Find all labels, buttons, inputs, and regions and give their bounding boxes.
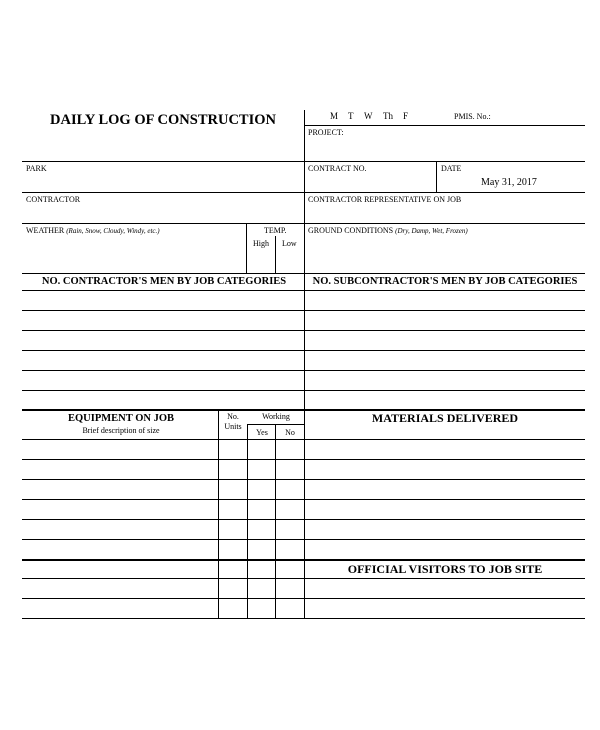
no-units-label-bottom: Units (224, 422, 242, 431)
contract-no-label: CONTRACT NO. (308, 164, 367, 173)
working-label: Working (262, 412, 290, 421)
line-equipment-row (22, 499, 585, 500)
line-visitors-header-bottom (304, 578, 585, 579)
weather-hint: (Rain, Snow, Cloudy, Windy, etc.) (66, 227, 160, 235)
line-equipment-header-bottom (22, 439, 585, 440)
line-project-top (304, 125, 585, 126)
materials-heading: MATERIALS DELIVERED (371, 411, 519, 425)
project-label: PROJECT: (308, 128, 344, 137)
day-thursday[interactable]: Th (383, 111, 393, 121)
day-friday[interactable]: F (403, 111, 409, 121)
line-men-row (22, 370, 585, 371)
weather-title: WEATHER (26, 226, 65, 235)
line-men-top (22, 273, 585, 274)
line-date-divider (436, 161, 437, 192)
line-no-left (275, 424, 276, 619)
line-park-top (22, 161, 585, 162)
line-equipment-row (22, 479, 585, 480)
park-label: PARK (26, 164, 47, 173)
day-wednesday[interactable]: W (364, 111, 373, 121)
line-contractor-top (22, 192, 585, 193)
line-visitors-top (22, 559, 585, 561)
pmis-label: PMIS. No.: (454, 112, 491, 121)
line-working-sub (247, 424, 304, 425)
temp-high-label: High (253, 239, 269, 248)
contractor-men-heading: NO. CONTRACTOR'S MEN BY JOB CATEGORIES (41, 276, 287, 287)
working-yes-label: Yes (256, 428, 268, 437)
temp-label: TEMP. (264, 226, 287, 235)
date-label: DATE (441, 164, 462, 173)
temp-low-label: Low (282, 239, 297, 248)
working-no-label: No (285, 428, 295, 437)
line-equipment-row (22, 519, 585, 520)
line-equipment-row (22, 539, 585, 540)
visitors-heading: OFFICIAL VISITORS TO JOB SITE (347, 562, 543, 576)
subcontractor-men-heading: NO. SUBCONTRACTOR'S MEN BY JOB CATEGORIES (312, 276, 578, 287)
line-equipment-row (22, 598, 585, 599)
equipment-heading: EQUIPMENT ON JOB (68, 413, 174, 424)
ground-hint: (Dry, Damp, Wet, Frozen) (395, 227, 468, 235)
line-men-row (22, 390, 585, 391)
line-men-row (22, 330, 585, 331)
day-monday[interactable]: M (330, 111, 339, 121)
line-temp-mid (275, 236, 276, 273)
line-form-bottom (22, 618, 585, 619)
date-value[interactable]: May 31, 2017 (481, 177, 537, 188)
line-equipment-row (22, 459, 585, 460)
line-men-row (22, 350, 585, 351)
no-units-label-top: No. (227, 412, 239, 421)
contractor-label: CONTRACTOR (26, 195, 81, 204)
ground-conditions-label (308, 227, 468, 235)
weather-label (26, 227, 160, 235)
line-equipment-top (22, 409, 585, 411)
ground-title: GROUND CONDITIONS (308, 226, 394, 235)
center-divider (304, 110, 305, 619)
line-men-row (22, 310, 585, 311)
line-equipment-row (22, 578, 304, 579)
form-title: DAILY LOG OF CONSTRUCTION (50, 112, 276, 128)
day-tuesday[interactable]: T (348, 111, 354, 121)
line-weather-top (22, 223, 585, 224)
line-temp-left (246, 223, 247, 273)
contractor-rep-label: CONTRACTOR REPRESENTATIVE ON JOB (308, 195, 462, 204)
line-men-header-bottom (22, 290, 585, 291)
line-yes-left (247, 424, 248, 619)
equipment-subheading: Brief description of size (82, 426, 160, 435)
line-units-left (218, 409, 219, 619)
